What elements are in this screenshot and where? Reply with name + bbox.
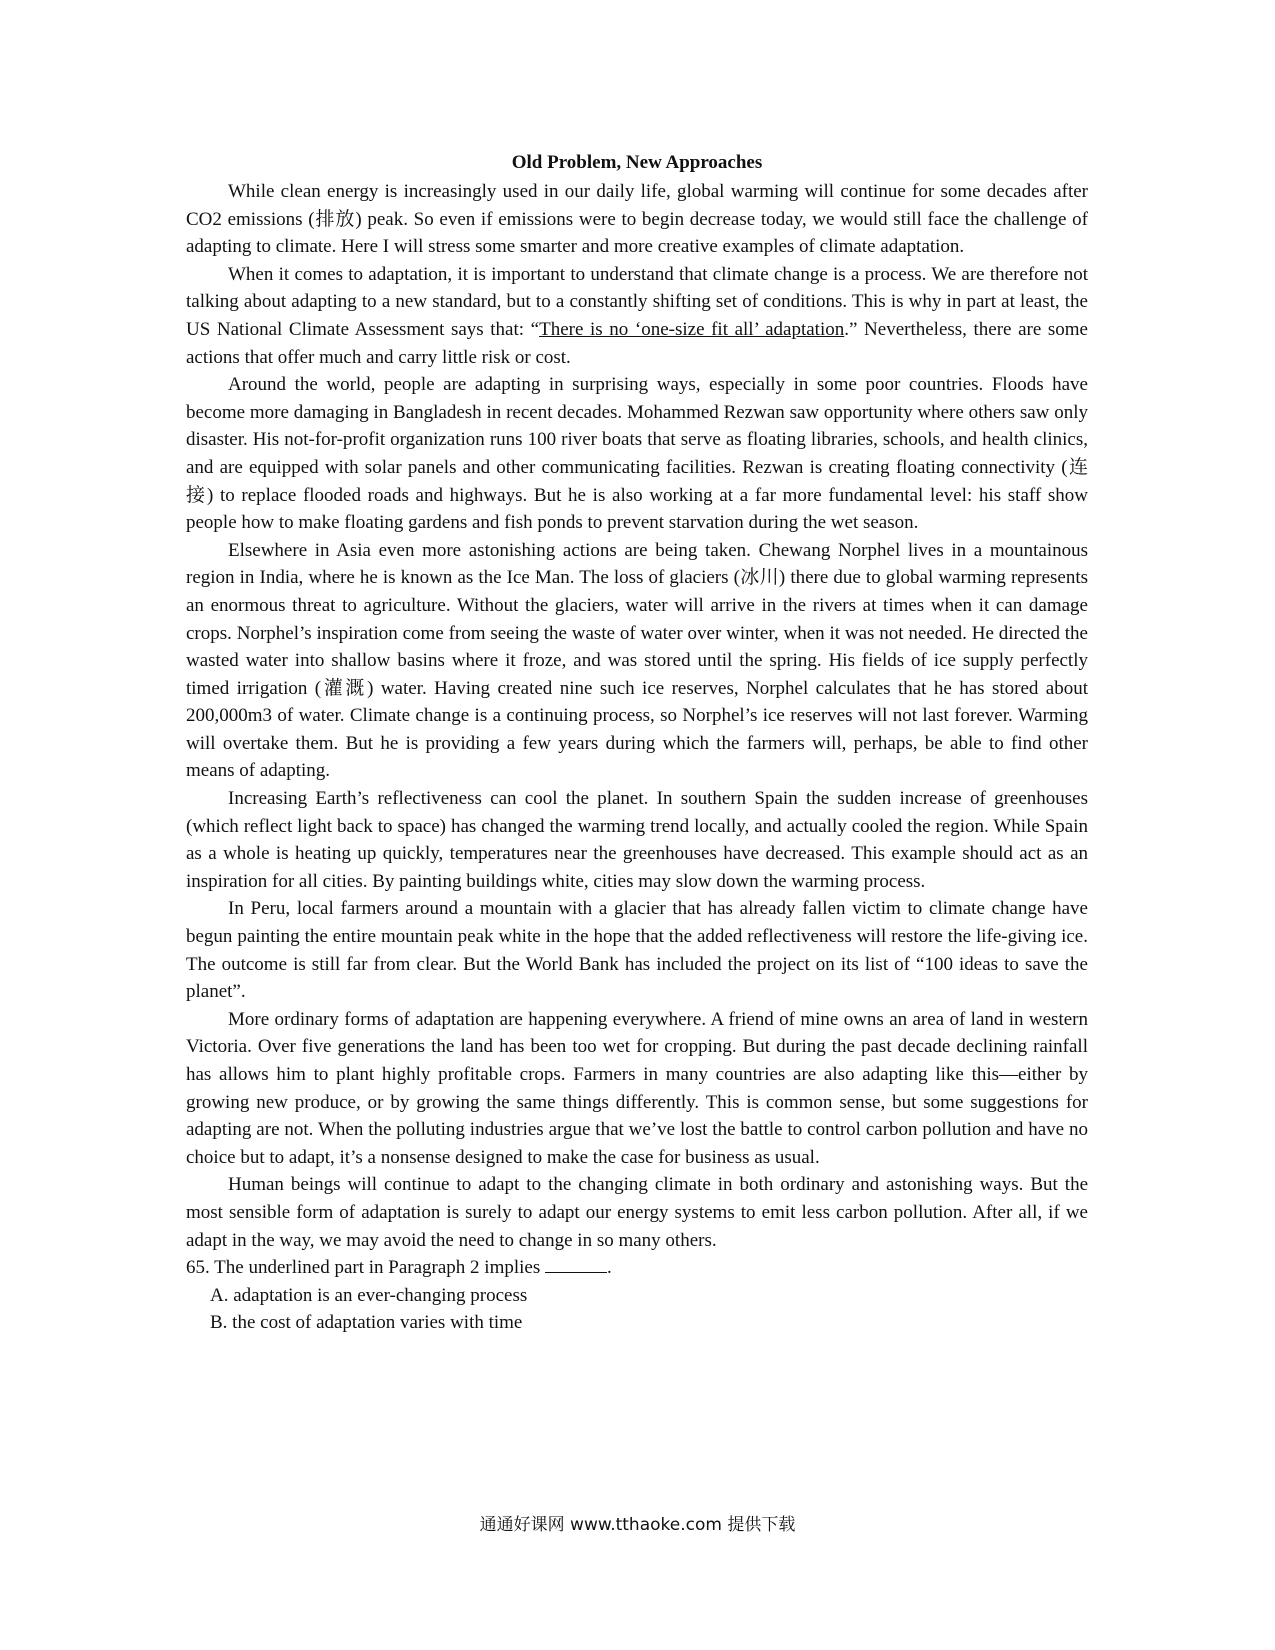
answer-blank (545, 1254, 607, 1273)
paragraph-2-tail: .” Nevertheless, there are some actions that offer much and carry little risk or cost. (186, 318, 1088, 368)
question-65 (186, 1254, 1088, 1282)
paragraph-3: Around the world, people are adapting in surprising ways, especially in some poor countries. Floods have become more damaging in Bangladesh in recent decades. Mohammed Rezwan saw opportunity where others saw only disaster. His not-for-profit organization runs 100 river boats that serve as floating libraries, schools, and health clinics, and are equipped with solar panels and other communicating facilities. Rezwan is creating floating connectivity (连接) to replace flooded roads and highways. But he is also working at a far more fundamental level: his staff show people how to make floating gardens and fish ponds to prevent starvation during the wet season. (186, 374, 1088, 534)
paragraph-8: Human beings will continue to adapt to the changing climate in both ordinary and astonishing ways. But the most sensible form of adaptation is surely to adapt our energy systems to emit less carbon pollution. After all, if we adapt in the way, we may avoid the need to change in so many others. (186, 1174, 1088, 1251)
underlined-quote: There is no ‘one-size fit all’ adaptation (539, 318, 845, 340)
option-a: A. adaptation is an ever-changing process (210, 1284, 528, 1306)
paragraph-7: More ordinary forms of adaptation are happening everywhere. A friend of mine owns an area of land in western Victoria. Over five generations the land has been too wet for cropping. But during the past decade declining rainfall has allows him to plant highly profitable crops. Farmers in many countries are also adapting like this—either by growing new produce, or by growing the same things differently. This is common sense, but some suggestions for adapting are not. When the polluting industries argue that we’ve lost the battle to control carbon pollution and have no choice but to adapt, it’s a nonsense designed to make the case for business as usual. (186, 1008, 1088, 1168)
question-stem: 65. The underlined part in Paragraph 2 implies (186, 1257, 545, 1279)
paragraph-5: Increasing Earth’s reflectiveness can cool the planet. In southern Spain the sudden increase of greenhouses (which reflect light back to space) has changed the warming trend locally, and actually cooled the region. While Spain as a whole is heating up quickly, temperatures near the greenhouses have decreased. This example should act as an inspiration for all cities. By painting buildings white, cities may slow down the warming process. (186, 788, 1088, 892)
article (186, 150, 1088, 1337)
paragraph-6: In Peru, local farmers around a mountain with a glacier that has already fallen victim to climate change have begun painting the entire mountain peak white in the hope that the added reflectiveness will restore the life-giving ice. The outcome is still far from clear. But the World Bank has included the project on its list of “100 ideas to save the planet”. (186, 898, 1088, 1003)
paragraph-2-lead: When it comes to adaptation, it is important to understand that climate change is a process. We are therefore not talking about adapting to a new standard, but to a constantly shifting set of conditions. This is why in part at least, the US National Climate Assessment says that: “ (186, 263, 1088, 340)
option-b: B. the cost of adaptation varies with time (210, 1312, 523, 1334)
paragraph-4: Elsewhere in Asia even more astonishing actions are being taken. Chewang Norphel lives in a mountainous region in India, where he is known as the Ice Man. The loss of glaciers (冰川) there due to global warming represents an enormous threat to agriculture. Without the glaciers, water will arrive in the rivers at times when it can damage crops. Norphel’s inspiration come from seeing the waste of water over winter, when it was not needed. He directed the wasted water into shallow basins where it froze, and was stored until the spring. His fields of ice supply perfectly timed irrigation (灌溉) water. Having created nine such ice reserves, Norphel calculates that he has stored about 200,000m3 of water. Climate change is a continuing process, so Norphel’s ice reserves will not last forever. Warming will overtake them. But he is providing a few years during which the farmers will, perhaps, be able to find other means of adapting. (186, 539, 1088, 782)
footer-watermark: 通通好课网 www.tthaoke.com 提供下载 (479, 1515, 796, 1535)
article-title: Old Problem, New Approaches (511, 152, 763, 173)
paragraph-2 (186, 261, 1088, 371)
paragraph-1: While clean energy is increasingly used in our daily life, global warming will continue for some decades after CO2 emissions (排放) peak. So even if emissions were to begin decrease today, we would still face the challenge of adapting to climate. Here I will stress some smarter and more creative examples of climate adaptation. (186, 181, 1088, 258)
question-stem-end: . (606, 1257, 612, 1279)
